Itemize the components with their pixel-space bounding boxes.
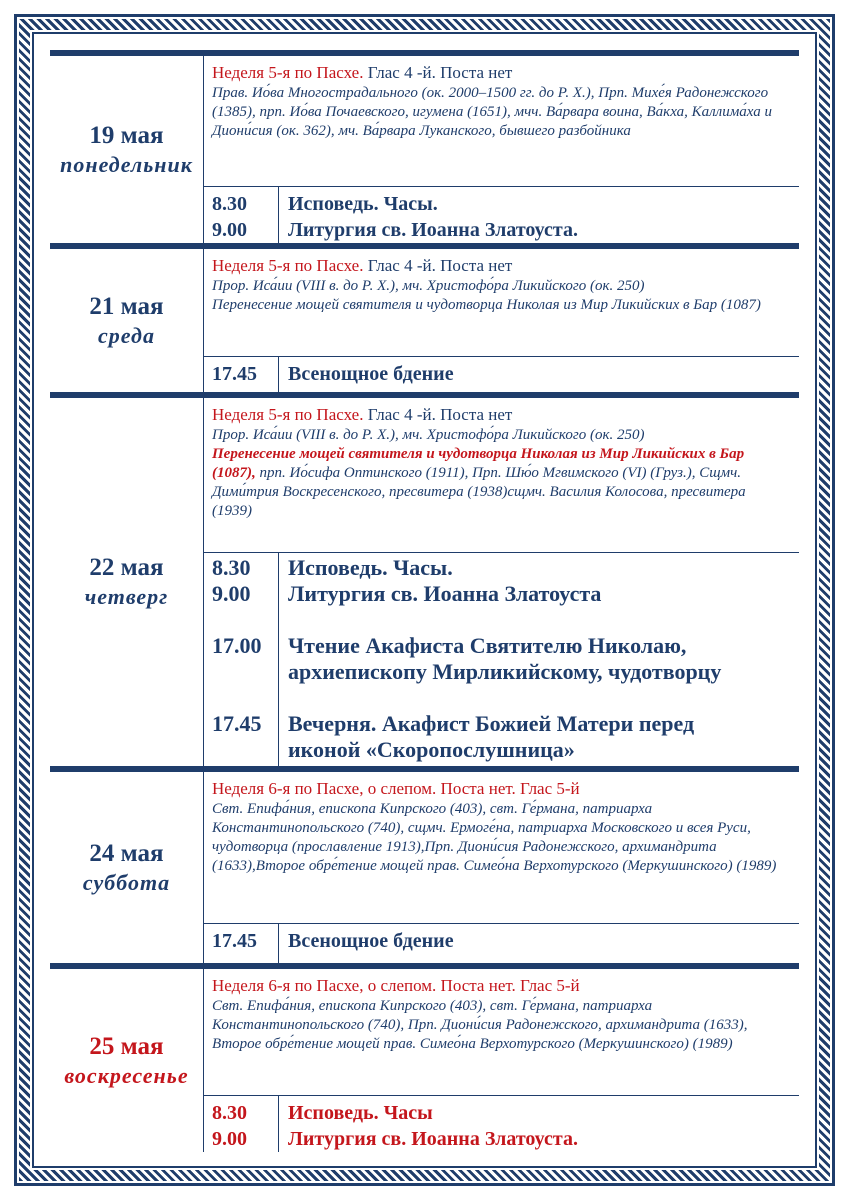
service-time: 8.30 [212,1102,247,1124]
service-titles [279,553,799,766]
service-title: Чтение Акафиста Святителю Николаю, [288,633,687,658]
schedule-table [50,50,799,1152]
day-info [204,772,799,924]
service-time: 17.45 [212,930,257,952]
date-cell [50,56,204,243]
service-title: Литургия св. Иоанна Златоуста. [288,1128,578,1150]
date-number: 24 мая [89,839,164,867]
weekday: среда [98,322,155,348]
weekday: понедельник [60,151,193,177]
weekday: суббота [82,869,171,895]
date-cell [50,969,204,1152]
service-title: Литургия св. Иоанна Златоуста. [288,219,578,241]
day-info [204,249,799,357]
day-info [204,969,799,1096]
service-time: 17.00 [212,633,262,658]
service-title: Литургия св. Иоанна Златоуста [288,581,602,606]
date-number: 25 мая [89,1032,164,1060]
day-row-21-may [50,249,799,392]
service-time: 8.30 [212,193,247,215]
saints-commemoration: Прав. Ио́ва Многострадального (ок. 2000–1500 гг. до Р. Х.), Прп. Михе́я Радонежского (1385), прп. Ио́ва Почаевского, игумена (1651), мчч. Ва́рвара воина, Ва́кха, Каллима́ха и Диони́сия (ок. 362), мч. Ва́рвара Луканского, бывшего разбойника [212,85,772,139]
saints-commemoration: Прор. Иса́ии (VIII в. до Р. Х.), мч. Христофо́ра Ликийского (ок. 250) Перенесение мощей святителя и чудотворца Николая из Мир Ликийских в Бар (1087) [212,278,761,313]
services-block [204,1096,799,1152]
service-times [204,1096,279,1152]
saints-commemoration: Свт. Епифа́ния, епископа Кипрского (403), свт. Ге́рмана, патриарха Константинопольского (740), сщмч. Ермоге́на, патриарха Московского и всея Руси, чудотворца (прославление 1913),Прп. Диони́сия Радонежского, архимандрита (1633),Второе обре́тение мощей прав. Симео́на Верхотурского (Меркушинского) (1989) [212,801,777,874]
week-header: Неделя 5-я по Пасхе. Глас 4 -й. Поста нет [212,256,513,275]
week-header: Неделя 6-я по Пасхе, о слепом. Поста нет. Глас 5-й [212,779,580,798]
date-number: 22 мая [89,554,164,581]
service-title: Всенощное бдение [288,363,454,385]
services-block [204,553,799,766]
day-row-24-may [50,772,799,963]
day-row-25-may [50,969,799,1152]
date-cell [50,249,204,392]
service-titles [279,187,799,243]
service-title: Исповедь. Часы. [288,555,453,580]
service-title: Всенощное бдение [288,930,454,952]
service-titles [279,357,799,392]
services-block [204,187,799,243]
weekday: четверг [84,584,169,609]
services-block [204,357,799,392]
weekday: воскресенье [64,1062,189,1088]
week-header: Неделя 5-я по Пасхе. Глас 4 -й. Поста нет [212,405,513,424]
service-times [204,924,279,963]
service-title: Исповедь. Часы [288,1102,433,1124]
service-time: 17.45 [212,711,262,736]
service-times [204,553,279,766]
day-info [204,398,799,553]
date-number: 19 мая [89,121,164,149]
service-time: 8.30 [212,555,251,580]
date-number: 21 мая [89,292,164,320]
service-title: иконой «Скоропослушница» [288,737,575,762]
week-header: Неделя 6-я по Пасхе, о слепом. Поста нет. Глас 5-й [212,976,580,995]
date-cell [50,772,204,963]
service-titles [279,924,799,963]
day-row-22-may [50,398,799,766]
saints-commemoration: Прор. Иса́ии (VIII в. до Р. Х.), мч. Христофо́ра Ликийского (ок. 250) Перенесение мощей святителя и чудотворца Николая из Мир Ликийских в Бар (1087), прп. Ио́сифа Оптинского (1911), Прп. Шю́о Мгвимского (VI) (Груз.), Сщмч. Дими́трия Воскресенского, пресвитера (1938)сщмч. Василия Колосова, пресвитера (1939) [212,427,746,519]
service-times [204,187,279,243]
service-title: архиепископу Мирликийскому, чудотворцу [288,659,722,684]
day-info [204,56,799,187]
service-time: 17.45 [212,363,257,385]
service-title: Исповедь. Часы. [288,193,438,215]
date-cell [50,398,204,766]
service-time: 9.00 [212,581,251,606]
service-time: 9.00 [212,219,247,241]
week-header: Неделя 5-я по Пасхе. Глас 4 -й. Поста нет [212,63,513,82]
services-block [204,924,799,963]
service-times [204,357,279,392]
saints-commemoration: Свт. Епифа́ния, епископа Кипрского (403), свт. Ге́рмана, патриарха Константинопольского (740), Прп. Диони́сия Радонежского, архимандрита (1633), Второе обре́тение мощей прав. Симео́на Верхотурского (Меркушинского) (1989) [212,998,748,1052]
service-time: 9.00 [212,1128,247,1150]
day-row-19-may [50,56,799,243]
service-title: Вечерня. Акафист Божией Матери перед [288,711,695,736]
service-titles [279,1096,799,1152]
